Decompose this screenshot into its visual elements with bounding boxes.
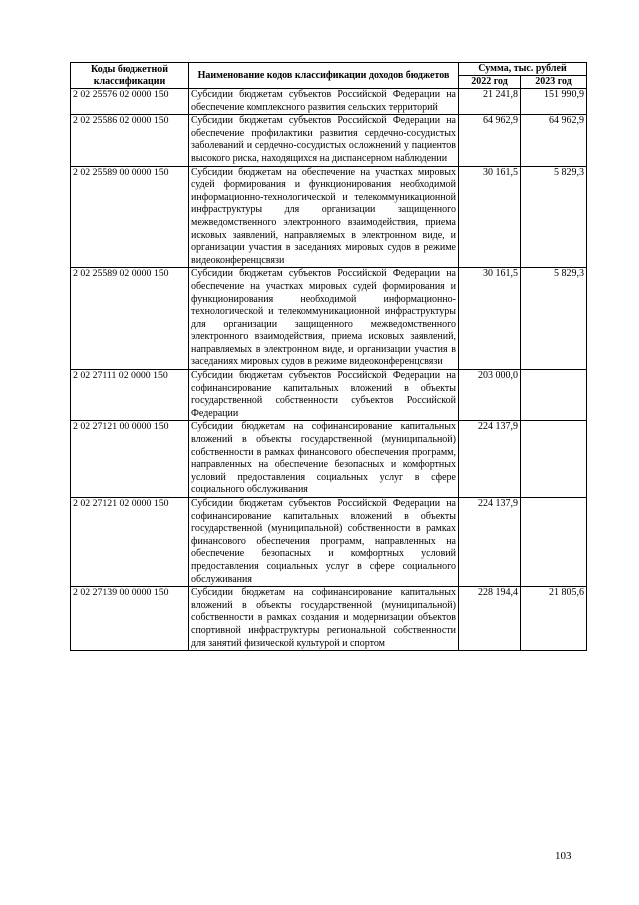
- value-2023-cell: [521, 498, 587, 587]
- value-2023-cell: 21 805,6: [521, 587, 587, 651]
- name-cell: Субсидии бюджетам на софинансирование капитальных вложений в объекты государственной (муниципальной) собственности в рамках финансового обеспечения программ, направленных на обеспечение безопасных и комфортных условий предоставления социальных услуг в сфере социального обслуживания: [189, 421, 459, 498]
- value-2022-cell: 224 137,9: [459, 421, 521, 498]
- name-cell: Субсидии бюджетам субъектов Российской Федерации на обеспечение комплексного развития сельских территорий: [189, 89, 459, 115]
- header-year-2023: 2023 год: [521, 76, 587, 89]
- table-row: [71, 89, 587, 115]
- table-row: [71, 268, 587, 370]
- code-cell: 2 02 25589 00 0000 150: [71, 166, 189, 268]
- name-cell: Субсидии бюджетам субъектов Российской Федерации на обеспечение профилактики развития сердечно-сосудистых заболеваний и сердечно-сосудистых осложнений у пациентов высокого риска, находящихся на диспансерном наблюдении: [189, 115, 459, 166]
- value-2023-cell: [521, 370, 587, 421]
- table-row: [71, 166, 587, 268]
- table-row: [71, 370, 587, 421]
- value-2022-cell: 64 962,9: [459, 115, 521, 166]
- name-cell: Субсидии бюджетам субъектов Российской Федерации на софинансирование капитальных вложений в объекты государственной (муниципальной) собственности в рамках финансового обеспечения программ, направленных на обеспечение безопасных и комфортных условий предоставления социальных услуг в сфере социального обслуживания: [189, 498, 459, 587]
- name-cell: Субсидии бюджетам субъектов Российской Федерации на софинансирование капитальных вложений в объекты государственной собственности субъектов Российской Федерации: [189, 370, 459, 421]
- code-cell: 2 02 25589 02 0000 150: [71, 268, 189, 370]
- code-cell: 2 02 25576 02 0000 150: [71, 89, 189, 115]
- header-row: [71, 63, 587, 76]
- table-row: [71, 421, 587, 498]
- code-cell: 2 02 27139 00 0000 150: [71, 587, 189, 651]
- value-2023-cell: [521, 421, 587, 498]
- table-row: [71, 498, 587, 587]
- value-2023-cell: 64 962,9: [521, 115, 587, 166]
- value-2022-cell: 21 241,8: [459, 89, 521, 115]
- page-number: 103: [555, 850, 572, 862]
- value-2023-cell: 5 829,3: [521, 268, 587, 370]
- value-2022-cell: 228 194,4: [459, 587, 521, 651]
- name-cell: Субсидии бюджетам на обеспечение на участках мировых судей формирования и функционирования необходимой информационно-технологической и телекоммуникационной инфраструктуры для организации защищенного межведомственного электронного взаимодействия, приема исковых заявлений, направляемых в электронном виде, и организации участия в заседаниях мировых судов в режиме видеоконференцсвязи: [189, 166, 459, 268]
- value-2022-cell: 203 000,0: [459, 370, 521, 421]
- code-cell: 2 02 27121 02 0000 150: [71, 498, 189, 587]
- value-2022-cell: 30 161,5: [459, 268, 521, 370]
- budget-table: [70, 62, 587, 651]
- header-code: Коды бюджетной классификации: [71, 63, 189, 89]
- header-year-2022: 2022 год: [459, 76, 521, 89]
- value-2023-cell: 5 829,3: [521, 166, 587, 268]
- header-name: Наименование кодов классификации доходов бюджетов: [189, 63, 459, 89]
- table-body: [71, 89, 587, 651]
- code-cell: 2 02 27121 00 0000 150: [71, 421, 189, 498]
- name-cell: Субсидии бюджетам на софинансирование капитальных вложений в объекты государственной (муниципальной) собственности в рамках создания и модернизации объектов спортивной инфраструктуры региональной собственности для занятий физической культурой и спортом: [189, 587, 459, 651]
- table-row: [71, 115, 587, 166]
- table-row: [71, 587, 587, 651]
- code-cell: 2 02 25586 02 0000 150: [71, 115, 189, 166]
- value-2023-cell: 151 990,9: [521, 89, 587, 115]
- name-cell: Субсидии бюджетам субъектов Российской Федерации на обеспечение на участках мировых судей формирования и функционирования необходимой информационно-технологической и телекоммуникационной инфраструктуры для организации защищенного межведомственного электронного взаимодействия, приема исковых заявлений, направляемых в электронном виде, и организации участия в заседаниях мировых судов в режиме видеоконференцсвязи: [189, 268, 459, 370]
- value-2022-cell: 30 161,5: [459, 166, 521, 268]
- code-cell: 2 02 27111 02 0000 150: [71, 370, 189, 421]
- header-sum: Сумма, тыс. рублей: [459, 63, 587, 76]
- value-2022-cell: 224 137,9: [459, 498, 521, 587]
